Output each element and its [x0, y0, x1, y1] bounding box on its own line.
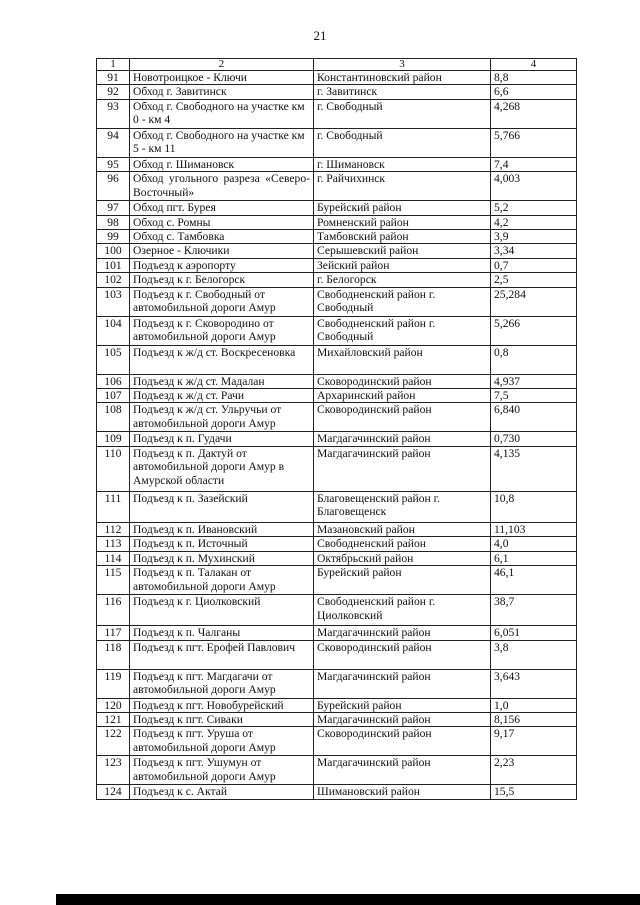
row-number: 110	[97, 446, 130, 491]
road-name: Подъезд к пгт. Уруша от автомобильной дороги Амур	[130, 727, 314, 756]
road-length: 5,2	[491, 201, 577, 215]
road-length: 5,766	[491, 128, 577, 157]
row-number: 113	[97, 537, 130, 551]
road-length: 0,730	[491, 432, 577, 446]
road-length: 8,156	[491, 712, 577, 726]
table-row	[97, 727, 577, 756]
row-number: 122	[97, 727, 130, 756]
table-row	[97, 172, 577, 201]
district-name: Магдагачинский район	[314, 432, 491, 446]
row-number: 115	[97, 566, 130, 595]
road-name: Обход г. Шимановск	[130, 157, 314, 171]
road-name: Обход угольного разреза «Северо-Восточный»	[130, 172, 314, 201]
district-name: Магдагачинский район	[314, 626, 491, 640]
road-name: Обход с. Ромны	[130, 215, 314, 229]
table-row	[97, 71, 577, 85]
row-number: 120	[97, 698, 130, 712]
header-cell-3: 3	[314, 59, 491, 71]
table-row	[97, 128, 577, 157]
district-name: г. Свободный	[314, 128, 491, 157]
district-name: Бурейский район	[314, 566, 491, 595]
road-length: 3,34	[491, 244, 577, 258]
district-name: Свободненский район	[314, 537, 491, 551]
table-row	[97, 551, 577, 565]
row-number: 112	[97, 522, 130, 536]
road-length: 15,5	[491, 785, 577, 799]
road-name: Подъезд к п. Гудачи	[130, 432, 314, 446]
district-name: Октябрьский район	[314, 551, 491, 565]
road-length: 9,17	[491, 727, 577, 756]
road-length: 11,103	[491, 522, 577, 536]
table-row	[97, 626, 577, 640]
row-number: 95	[97, 157, 130, 171]
road-name: Подъезд к с. Актай	[130, 785, 314, 799]
table-row	[97, 99, 577, 128]
district-name: Свободненский район г. Свободный	[314, 287, 491, 316]
district-name: Михайловский район	[314, 345, 491, 374]
row-number: 107	[97, 389, 130, 403]
row-number: 108	[97, 403, 130, 432]
table-row	[97, 446, 577, 491]
district-name: Сковородинский район	[314, 374, 491, 388]
table-row	[97, 403, 577, 432]
row-number: 116	[97, 595, 130, 626]
road-name: Подъезд к ж/д ст. Воскресеновка	[130, 345, 314, 374]
table-row	[97, 316, 577, 345]
row-number: 94	[97, 128, 130, 157]
row-number: 111	[97, 491, 130, 522]
district-name: Магдагачинский район	[314, 446, 491, 491]
road-length: 7,5	[491, 389, 577, 403]
table-row	[97, 491, 577, 522]
district-name: Свободненский район г. Циолковский	[314, 595, 491, 626]
road-length: 7,4	[491, 157, 577, 171]
page-number: 21	[313, 28, 327, 43]
district-name: Свободненский район г. Свободный	[314, 316, 491, 345]
row-number: 121	[97, 712, 130, 726]
road-name: Подъезд к пгт. Ерофей Павлович	[130, 640, 314, 669]
road-name: Обход г. Завитинск	[130, 85, 314, 99]
road-name: Подъезд к пгт. Магдагачи от автомобильной дороги Амур	[130, 669, 314, 698]
road-name: Подъезд к ж/д ст. Рачи	[130, 389, 314, 403]
road-name: Обход г. Свободного на участке км 0 - км 4	[130, 99, 314, 128]
row-number: 106	[97, 374, 130, 388]
road-name: Подъезд к п. Талакан от автомобильной дороги Амур	[130, 566, 314, 595]
row-number: 104	[97, 316, 130, 345]
road-name: Подъезд к г. Белогорск	[130, 273, 314, 287]
road-table	[96, 58, 577, 800]
road-name: Озерное - Ключики	[130, 244, 314, 258]
district-name: Зейский район	[314, 258, 491, 272]
district-name: г. Завитинск	[314, 85, 491, 99]
table-row	[97, 215, 577, 229]
road-name: Подъезд к г. Свободный от автомобильной дороги Амур	[130, 287, 314, 316]
road-name: Подъезд к ж/д ст. Ульручьи от автомобильной дороги Амур	[130, 403, 314, 432]
table-row	[97, 287, 577, 316]
scan-edge-bar	[56, 894, 640, 905]
table-row	[97, 537, 577, 551]
road-length: 46,1	[491, 566, 577, 595]
district-name: Мазановский район	[314, 522, 491, 536]
road-length: 8,8	[491, 71, 577, 85]
road-length: 6,840	[491, 403, 577, 432]
district-name: г. Белогорск	[314, 273, 491, 287]
table-row	[97, 230, 577, 244]
table-row	[97, 522, 577, 536]
row-number: 91	[97, 71, 130, 85]
road-length: 4,268	[491, 99, 577, 128]
road-name: Подъезд к ж/д ст. Мадалан	[130, 374, 314, 388]
table-row	[97, 566, 577, 595]
road-length: 0,8	[491, 345, 577, 374]
district-name: Шимановский район	[314, 785, 491, 799]
row-number: 119	[97, 669, 130, 698]
row-number: 124	[97, 785, 130, 799]
road-length: 4,135	[491, 446, 577, 491]
road-name: Подъезд к п. Зазейский	[130, 491, 314, 522]
district-name: Сковородинский район	[314, 640, 491, 669]
district-name: Бурейский район	[314, 698, 491, 712]
road-name: Подъезд к пгт. Ушумун от автомобильной дороги Амур	[130, 756, 314, 785]
road-length: 6,051	[491, 626, 577, 640]
road-length: 4,003	[491, 172, 577, 201]
road-length: 3,643	[491, 669, 577, 698]
table-row	[97, 157, 577, 171]
row-number: 123	[97, 756, 130, 785]
row-number: 100	[97, 244, 130, 258]
road-length: 38,7	[491, 595, 577, 626]
header-cell-4: 4	[491, 59, 577, 71]
road-length: 1,0	[491, 698, 577, 712]
road-length: 4,937	[491, 374, 577, 388]
row-number: 98	[97, 215, 130, 229]
road-name: Обход г. Свободного на участке км 5 - км 11	[130, 128, 314, 157]
road-name: Обход с. Тамбовка	[130, 230, 314, 244]
road-name: Подъезд к г. Сковородино от автомобильной дороги Амур	[130, 316, 314, 345]
road-name: Обход пгт. Бурея	[130, 201, 314, 215]
row-number: 117	[97, 626, 130, 640]
road-name: Новотроицкое - Ключи	[130, 71, 314, 85]
district-name: Архаринский район	[314, 389, 491, 403]
district-name: Благовещенский район г. Благовещенск	[314, 491, 491, 522]
district-name: Сковородинский район	[314, 727, 491, 756]
road-name: Подъезд к г. Циолковский	[130, 595, 314, 626]
road-length: 25,284	[491, 287, 577, 316]
district-name: Серышевский район	[314, 244, 491, 258]
road-name: Подъезд к пгт. Новобурейский	[130, 698, 314, 712]
road-length: 5,266	[491, 316, 577, 345]
table-row	[97, 389, 577, 403]
table-row	[97, 712, 577, 726]
table-row	[97, 273, 577, 287]
road-length: 6,1	[491, 551, 577, 565]
district-name: Ромненский район	[314, 215, 491, 229]
row-number: 103	[97, 287, 130, 316]
road-name: Подъезд к п. Мухинский	[130, 551, 314, 565]
table-row	[97, 345, 577, 374]
row-number: 92	[97, 85, 130, 99]
row-number: 99	[97, 230, 130, 244]
row-number: 101	[97, 258, 130, 272]
district-name: г. Райчихинск	[314, 172, 491, 201]
row-number: 118	[97, 640, 130, 669]
district-name: Тамбовский район	[314, 230, 491, 244]
table-row	[97, 785, 577, 799]
road-name: Подъезд к п. Источный	[130, 537, 314, 551]
district-name: Бурейский район	[314, 201, 491, 215]
table-row	[97, 756, 577, 785]
row-number: 96	[97, 172, 130, 201]
table-row	[97, 698, 577, 712]
road-length: 2,23	[491, 756, 577, 785]
table-row	[97, 201, 577, 215]
table-row	[97, 669, 577, 698]
district-name: Магдагачинский район	[314, 669, 491, 698]
district-name: Магдагачинский район	[314, 712, 491, 726]
district-name: Сковородинский район	[314, 403, 491, 432]
table-row	[97, 374, 577, 388]
row-number: 102	[97, 273, 130, 287]
road-name: Подъезд к аэропорту	[130, 258, 314, 272]
district-name: г. Шимановск	[314, 157, 491, 171]
district-name: Магдагачинский район	[314, 756, 491, 785]
table-row	[97, 640, 577, 669]
road-length: 4,0	[491, 537, 577, 551]
road-length: 2,5	[491, 273, 577, 287]
header-row	[97, 59, 577, 71]
row-number: 93	[97, 99, 130, 128]
table-row	[97, 258, 577, 272]
table-row	[97, 432, 577, 446]
road-name: Подъезд к пгт. Сиваки	[130, 712, 314, 726]
road-name: Подъезд к п. Дактуй от автомобильной дороги Амур в Амурской области	[130, 446, 314, 491]
header-cell-1: 1	[97, 59, 130, 71]
row-number: 105	[97, 345, 130, 374]
row-number: 114	[97, 551, 130, 565]
road-length: 3,8	[491, 640, 577, 669]
road-length: 10,8	[491, 491, 577, 522]
district-name: Константиновский район	[314, 71, 491, 85]
road-length: 0,7	[491, 258, 577, 272]
table-row	[97, 244, 577, 258]
header-cell-2: 2	[130, 59, 314, 71]
road-name: Подъезд к п. Чалганы	[130, 626, 314, 640]
district-name: г. Свободный	[314, 99, 491, 128]
road-name: Подъезд к п. Ивановский	[130, 522, 314, 536]
road-length: 4,2	[491, 215, 577, 229]
table-row	[97, 595, 577, 626]
row-number: 109	[97, 432, 130, 446]
row-number: 97	[97, 201, 130, 215]
road-length: 6,6	[491, 85, 577, 99]
road-length: 3,9	[491, 230, 577, 244]
table-row	[97, 85, 577, 99]
